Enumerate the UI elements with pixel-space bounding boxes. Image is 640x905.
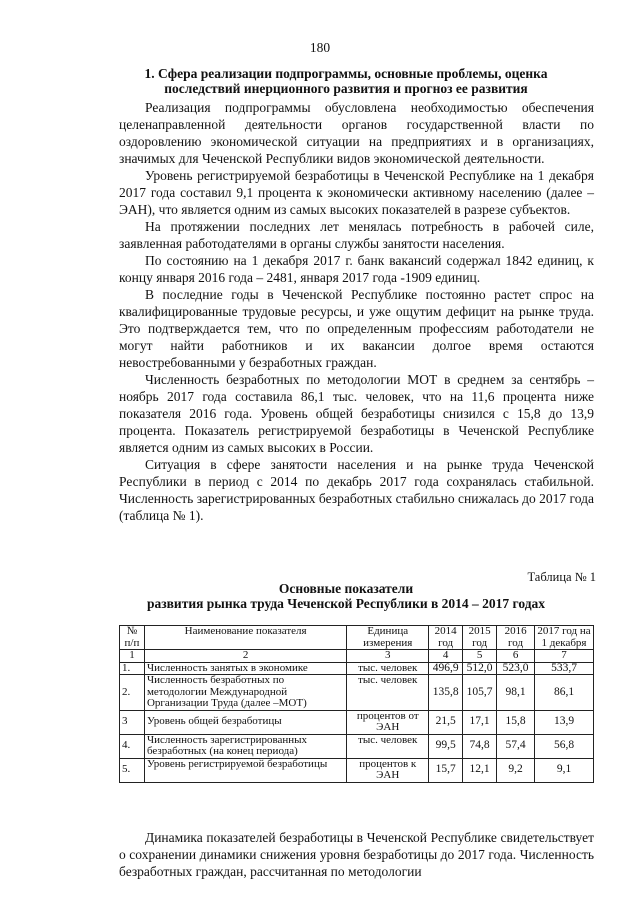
table-header-cell: Наименование показателя <box>144 626 346 650</box>
table-header-cell: 2015 год <box>463 626 497 650</box>
table-cell: Уровень общей безработицы <box>144 710 346 734</box>
table-header-cell: Единица измерения <box>347 626 429 650</box>
column-number: 3 <box>347 650 429 663</box>
table-cell: 135,8 <box>429 675 463 711</box>
paragraph: По состоянию на 1 декабря 2017 г. банк вакансий содержал 1842 единиц, к концу января 2016 года – 2481, января 2017 года -1909 единиц. <box>119 253 594 285</box>
table-cell: 15,7 <box>429 758 463 782</box>
table-cell: 12,1 <box>463 758 497 782</box>
section-heading <box>96 66 596 96</box>
table-cell: 99,5 <box>429 734 463 758</box>
table-row <box>120 675 594 711</box>
paragraph: Ситуация в сфере занятости населения и на рынке труда Чеченской Республики в период с 2014 по декабрь 2017 года сохранялась стабильной. Численность зарегистрированных безработных стабильно снижалась до 2017 года (таблица № 1). <box>119 457 594 523</box>
table-cell: процентов к ЭАН <box>347 758 429 782</box>
table-cell: Численность занятых в экономике <box>144 662 346 675</box>
table-cell: 98,1 <box>497 675 535 711</box>
column-number: 7 <box>535 650 594 663</box>
table-cell: Уровень регистрируемой безработицы <box>144 758 346 782</box>
table-cell: 86,1 <box>535 675 594 711</box>
table-cell: Численность безработных по методологии Международной Организации Труда (далее –МОТ) <box>144 675 346 711</box>
paragraph: На протяжении последних лет менялась потребность в рабочей силе, заявленная работодателями в органы службы занятости населения. <box>119 219 594 251</box>
column-number: 1 <box>120 650 145 663</box>
table-cell: 57,4 <box>497 734 535 758</box>
table-title <box>96 581 596 611</box>
bottom-text <box>119 829 594 880</box>
table-header-cell: 2014 год <box>429 626 463 650</box>
table-cell: 2. <box>120 675 145 711</box>
table-row <box>120 734 594 758</box>
table-cell: 74,8 <box>463 734 497 758</box>
paragraph: Уровень регистрируемой безработицы в Чеченской Республике на 1 декабря 2017 года составил 9,1 процента к экономически активному населению (далее – ЭАН), что является одним из самых высоких показателей в разрезе субъектов. <box>119 168 594 217</box>
table-cell: 9,2 <box>497 758 535 782</box>
table-cell: Численность зарегистрированных безработных (на конец периода) <box>144 734 346 758</box>
body-text <box>119 99 594 524</box>
table-cell: тыс. человек <box>347 662 429 675</box>
table-cell: 3 <box>120 710 145 734</box>
table-cell: 5. <box>120 758 145 782</box>
section-heading-line-2: последствий инерционного развития и прогноз ее развития <box>164 81 528 96</box>
table-cell: тыс. человек <box>347 675 429 711</box>
table-title-line-1: Основные показатели <box>278 581 414 596</box>
table-header-cell: 2017 год на 1 декабря <box>535 626 594 650</box>
indicators-table <box>119 625 594 783</box>
table-row <box>120 758 594 782</box>
paragraph: Численность безработных по методологии МОТ в среднем за сентябрь – ноябрь 2017 года составила 86,1 тыс. человек, что на 11,6 процента ниже показателя 2016 года. Уровень общей безработицы снизился с 15,8 до 13,9 процента. Показатель регистрируемой безработицы в Чеченской Республике является одним из самых высоких в России. <box>119 372 594 455</box>
table-row <box>120 662 594 675</box>
table-header-row <box>120 626 594 650</box>
table-cell: 1. <box>120 662 145 675</box>
table-cell: 56,8 <box>535 734 594 758</box>
table-label: Таблица № 1 <box>527 570 596 584</box>
paragraph: В последние годы в Чеченской Республике постоянно растет спрос на квалифицированные трудовые ресурсы, и уже ощутим дефицит на рынке труда. Это подтверждается тем, что по определенным профессиям работодатели не могут найти работников и их вакансии долгое время остаются невостребованными у безработных граждан. <box>119 287 594 370</box>
table-row <box>120 710 594 734</box>
column-number: 6 <box>497 650 535 663</box>
paragraph: Динамика показателей безработицы в Чеченской Республике свидетельствует о сохранении динамики снижения уровня безработицы до 2017 года. Численность безработных граждан, рассчитанная по методологии <box>119 830 594 879</box>
page-number: 180 <box>309 40 331 55</box>
section-heading-line-1: 1. Сфера реализации подпрограммы, основные проблемы, оценка <box>144 66 548 81</box>
table-cell: 496,9 <box>429 662 463 675</box>
table-cell: 15,8 <box>497 710 535 734</box>
table-column-numbers-row <box>120 650 594 663</box>
table-cell: 13,9 <box>535 710 594 734</box>
table-title-line-2: развития рынка труда Чеченской Республики в 2014 – 2017 годах <box>146 596 546 611</box>
table-header-cell: 2016 год <box>497 626 535 650</box>
column-number: 4 <box>429 650 463 663</box>
table-header-cell: № п/п <box>120 626 145 650</box>
table-cell: 523,0 <box>497 662 535 675</box>
column-number: 5 <box>463 650 497 663</box>
table-cell: 9,1 <box>535 758 594 782</box>
paragraph: Реализация подпрограммы обусловлена необходимостью обеспечения целенаправленной деятельности органов государственной власти по оздоровлению экономической ситуации на предприятиях и в организациях, значимых для Чеченской Республики видов экономической деятельности. <box>119 100 594 166</box>
table-cell: 512,0 <box>463 662 497 675</box>
table-cell: 17,1 <box>463 710 497 734</box>
table-cell: 533,7 <box>535 662 594 675</box>
table-cell: процентов от ЭАН <box>347 710 429 734</box>
table-cell: 4. <box>120 734 145 758</box>
table-cell: 21,5 <box>429 710 463 734</box>
table-cell: тыс. человек <box>347 734 429 758</box>
column-number: 2 <box>144 650 346 663</box>
table-cell: 105,7 <box>463 675 497 711</box>
